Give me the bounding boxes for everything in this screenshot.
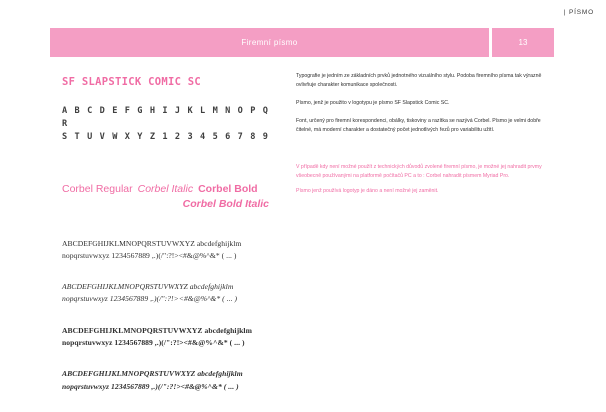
font-two-name-italic: Corbel Italic [137, 182, 194, 195]
font-two-name-bold: Corbel Bold [198, 182, 258, 195]
section-label [564, 9, 594, 16]
note-paragraph-1: V případě kdy není možné použít z technických důvodů zvolené firemní písmo, je možné jej nahradit prvmy všeobecně používanými na platformě počítačů PC a to : Corbel nahradit písmem Myriad Pro. [296, 164, 542, 179]
font-two-style-names [62, 182, 277, 212]
body-paragraph-1: Typografie je jedním ze základních prvků jednotného vizuálního stylu. Podoba firemního písma tak výrazně ovlivňuje charakter komunikace společnosti. [296, 73, 542, 88]
specimen-regular-line-1: ABCDEFGHIJKLMNOPQRSTUVWXYZ abcdefghijklm [62, 238, 242, 248]
specimen-bold [62, 325, 277, 350]
font-one-alphabet-line-1: A B C D E F G H I J K L M N O P Q R [62, 105, 270, 129]
band-title-block [50, 28, 489, 57]
font-two-name-bold-italic: Corbel Bold Italic [182, 198, 269, 211]
font-one-alphabet-line-2: S T U V W X Y Z 1 2 3 4 5 6 7 8 9 [62, 132, 270, 143]
specimen-bold-line-2: nopqrstuvwxyz 1234567889 ,.)(/":?!><#&@%^&* ( ... ) [62, 337, 245, 347]
specimen-italic-line-2: nopqrstuvwxyz 1234567889 ,.)(/":?!><#&@%^&* ( ... ) [62, 294, 238, 304]
left-column [62, 76, 277, 412]
font-two-name-regular: Corbel Regular [62, 182, 133, 195]
font-one-title: SF SLAPSTICK COMIC SC [62, 76, 202, 88]
specimen-regular-line-2: nopqrstuvwxyz 1234567889 ,.)(/":?!><#&@%^&* ( ... ) [62, 250, 237, 260]
specimen-italic-line-1: ABCDEFGHIJKLMNOPQRSTUVWXYZ abcdefghijklm [62, 282, 234, 292]
band-page-number-block [492, 28, 554, 57]
specimen-bold-italic-line-2: nopqrstuvwxyz 1234567889 ,.)(/":?!><#&@%^&* ( ... ) [62, 381, 239, 391]
specimen-regular [62, 238, 277, 263]
specimen-list [62, 238, 277, 393]
section-label-text: PÍSMO [569, 9, 594, 16]
note-block [296, 163, 544, 202]
specimen-bold-line-1: ABCDEFGHIJKLMNOPQRSTUVWXYZ abcdefghijklm [62, 325, 252, 335]
note-paragraph-2: Písmo jenž používá logotyp je dáno a není možné jej zaměnit. [296, 187, 439, 194]
page-number: 13 [518, 38, 528, 47]
page-title: Firemní písmo [241, 38, 298, 47]
body-paragraph-3: Font, určený pro firemní korespondenci, obálky, tiskoviny a razítka se nazývá Corbel. Písmo je velmi dobře čitelné, má moderní charakter a dostatečný počet jednotlivých řezů pro variabilitu užití. [296, 117, 541, 133]
page-header-band [50, 28, 554, 57]
font-two-names-row-1 [62, 182, 277, 197]
specimen-bold-italic-line-1: ABCDEFGHIJKLMNOPQRSTUVWXYZ abcdefghijklm [62, 369, 243, 379]
right-column [296, 72, 544, 144]
section-label-prefix: | [563, 9, 567, 16]
body-paragraph-2: Písmo, jenž je použito v logotypu je písmo SF Slapstick Comic SC. [296, 99, 450, 106]
specimen-italic [62, 281, 277, 306]
specimen-bold-italic [62, 368, 277, 393]
